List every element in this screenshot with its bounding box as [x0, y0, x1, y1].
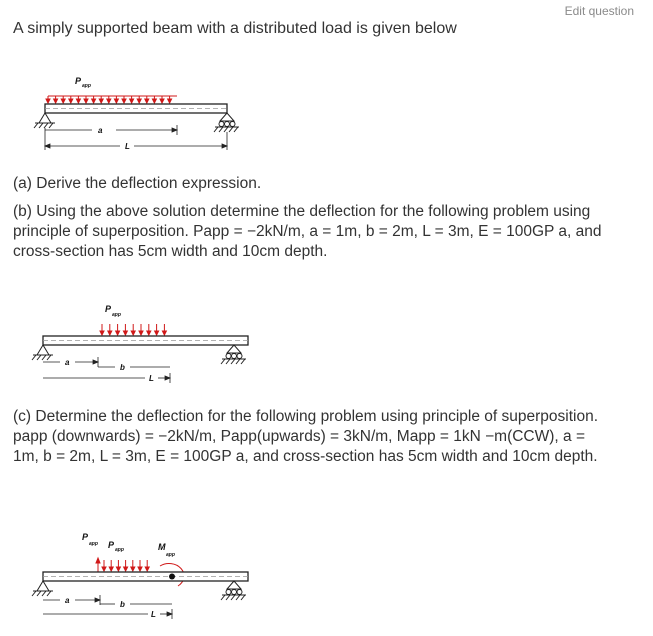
- fig1-distributed-load: [46, 96, 177, 103]
- fig2-beam: [43, 336, 248, 345]
- fig2-load-sub: app: [112, 312, 121, 318]
- fig1-load-arrow-head: [46, 99, 50, 103]
- fig1-load-arrow-head: [54, 99, 58, 103]
- fig1-load-arrow-head: [130, 99, 134, 103]
- fig3-roller-support: [221, 581, 246, 600]
- fig2-roller-support: [221, 345, 246, 364]
- fig3-beam: [43, 572, 248, 581]
- fig1-load-arrow-head: [137, 99, 141, 103]
- part-b-text: (b) Using the above solution determine the deflection for the following problem using principle of superposition. Papp = −2kN/m, a = 1m, b = 2m, L = 3m, E = 100GP a, and cross-section has 5cm width and 10cm depth.: [13, 203, 602, 260]
- fig3-pin-support: [32, 581, 53, 596]
- fig1-load-arrow-head: [107, 99, 111, 103]
- fig3-load2-sub: app: [115, 547, 124, 553]
- fig1-load-arrow-head: [99, 99, 103, 103]
- fig3-moment-point: [169, 574, 175, 580]
- fig1-load-arrow-head: [92, 99, 96, 103]
- fig3-dim-L-label: L: [151, 610, 156, 619]
- fig2-dim-L-label: L: [149, 374, 154, 383]
- fig2-load-arrow-head: [131, 331, 135, 335]
- fig1-load-arrow-head: [152, 99, 156, 103]
- fig2-load-arrow-head: [100, 331, 104, 335]
- fig1-load-arrow-head: [84, 99, 88, 103]
- fig3-load-arrow-head: [102, 567, 106, 571]
- fig2-load-arrow-head: [147, 331, 151, 335]
- fig3-dim-b-label: b: [120, 600, 125, 609]
- fig1-dimension-L: [45, 128, 227, 150]
- fig3-dimension-a: [43, 595, 100, 605]
- fig3-load-arrow-head: [138, 567, 142, 571]
- edit-question-link[interactable]: Edit question: [564, 4, 634, 18]
- fig3-load1-sub: app: [89, 541, 98, 547]
- fig3-moment-sub: app: [166, 552, 175, 558]
- fig1-load-arrow-head: [122, 99, 126, 103]
- fig1-load-arrow-head: [61, 99, 65, 103]
- fig2-load-arrow-head: [162, 331, 166, 335]
- fig2-dimension-a: [43, 357, 98, 367]
- fig1-pin-support: [34, 113, 55, 128]
- figure-3-beam-diagram: [30, 528, 260, 628]
- fig1-load-arrow-head: [168, 99, 172, 103]
- fig1-dim-L-label: L: [125, 142, 130, 151]
- fig1-load-arrow-head: [76, 99, 80, 103]
- fig2-load-arrow-head: [139, 331, 143, 335]
- fig1-dimension-a: [45, 125, 177, 135]
- fig3-load-arrow-head: [145, 567, 149, 571]
- fig2-pin-support: [32, 345, 53, 360]
- fig3-load-arrow-head: [116, 567, 120, 571]
- fig3-moment-label: M: [158, 542, 166, 552]
- fig3-load-arrow-head: [124, 567, 128, 571]
- fig2-dim-b-label: b: [120, 363, 125, 372]
- fig2-distributed-load: [100, 324, 166, 335]
- fig3-load2-label: P: [108, 540, 115, 550]
- fig2-load-arrow-head: [155, 331, 159, 335]
- fig2-load-arrow-head: [116, 331, 120, 335]
- fig3-load-arrow-head: [109, 567, 113, 571]
- fig1-load-arrow-head: [160, 99, 164, 103]
- fig1-load-arrow-head: [145, 99, 149, 103]
- fig1-load-arrow-head: [69, 99, 73, 103]
- fig1-load-label: P: [75, 76, 82, 86]
- fig1-roller-support: [214, 113, 239, 132]
- fig1-load-sub: app: [82, 83, 91, 89]
- fig2-dim-a-label: a: [65, 358, 70, 367]
- fig2-load-arrow-head: [108, 331, 112, 335]
- part-c-text: (c) Determine the deflection for the following problem using principle of superposition. papp (downwards) = −2kN/m, Papp(upwards) = 3kN/m, Mapp = 1kN −m(CCW), a = 1m, b = 2m, L = 3m, E = 100GP a, and cross-section has 5cm width and 10cm depth.: [13, 408, 598, 465]
- part-a-text: (a) Derive the deflection expression.: [13, 175, 262, 192]
- fig3-dim-a-label: a: [65, 596, 70, 605]
- fig2-load-arrow-head: [123, 331, 127, 335]
- fig3-load-arrow-head: [131, 567, 135, 571]
- fig2-load-label: P: [105, 304, 112, 314]
- figure-1-beam-diagram: [30, 70, 250, 160]
- intro-text: A simply supported beam with a distributed load is given below: [13, 20, 457, 37]
- fig3-load1-label: P: [82, 532, 89, 542]
- fig1-load-arrow-head: [114, 99, 118, 103]
- figure-2-beam-diagram: [30, 300, 260, 390]
- fig1-dim-a-label: a: [98, 126, 103, 135]
